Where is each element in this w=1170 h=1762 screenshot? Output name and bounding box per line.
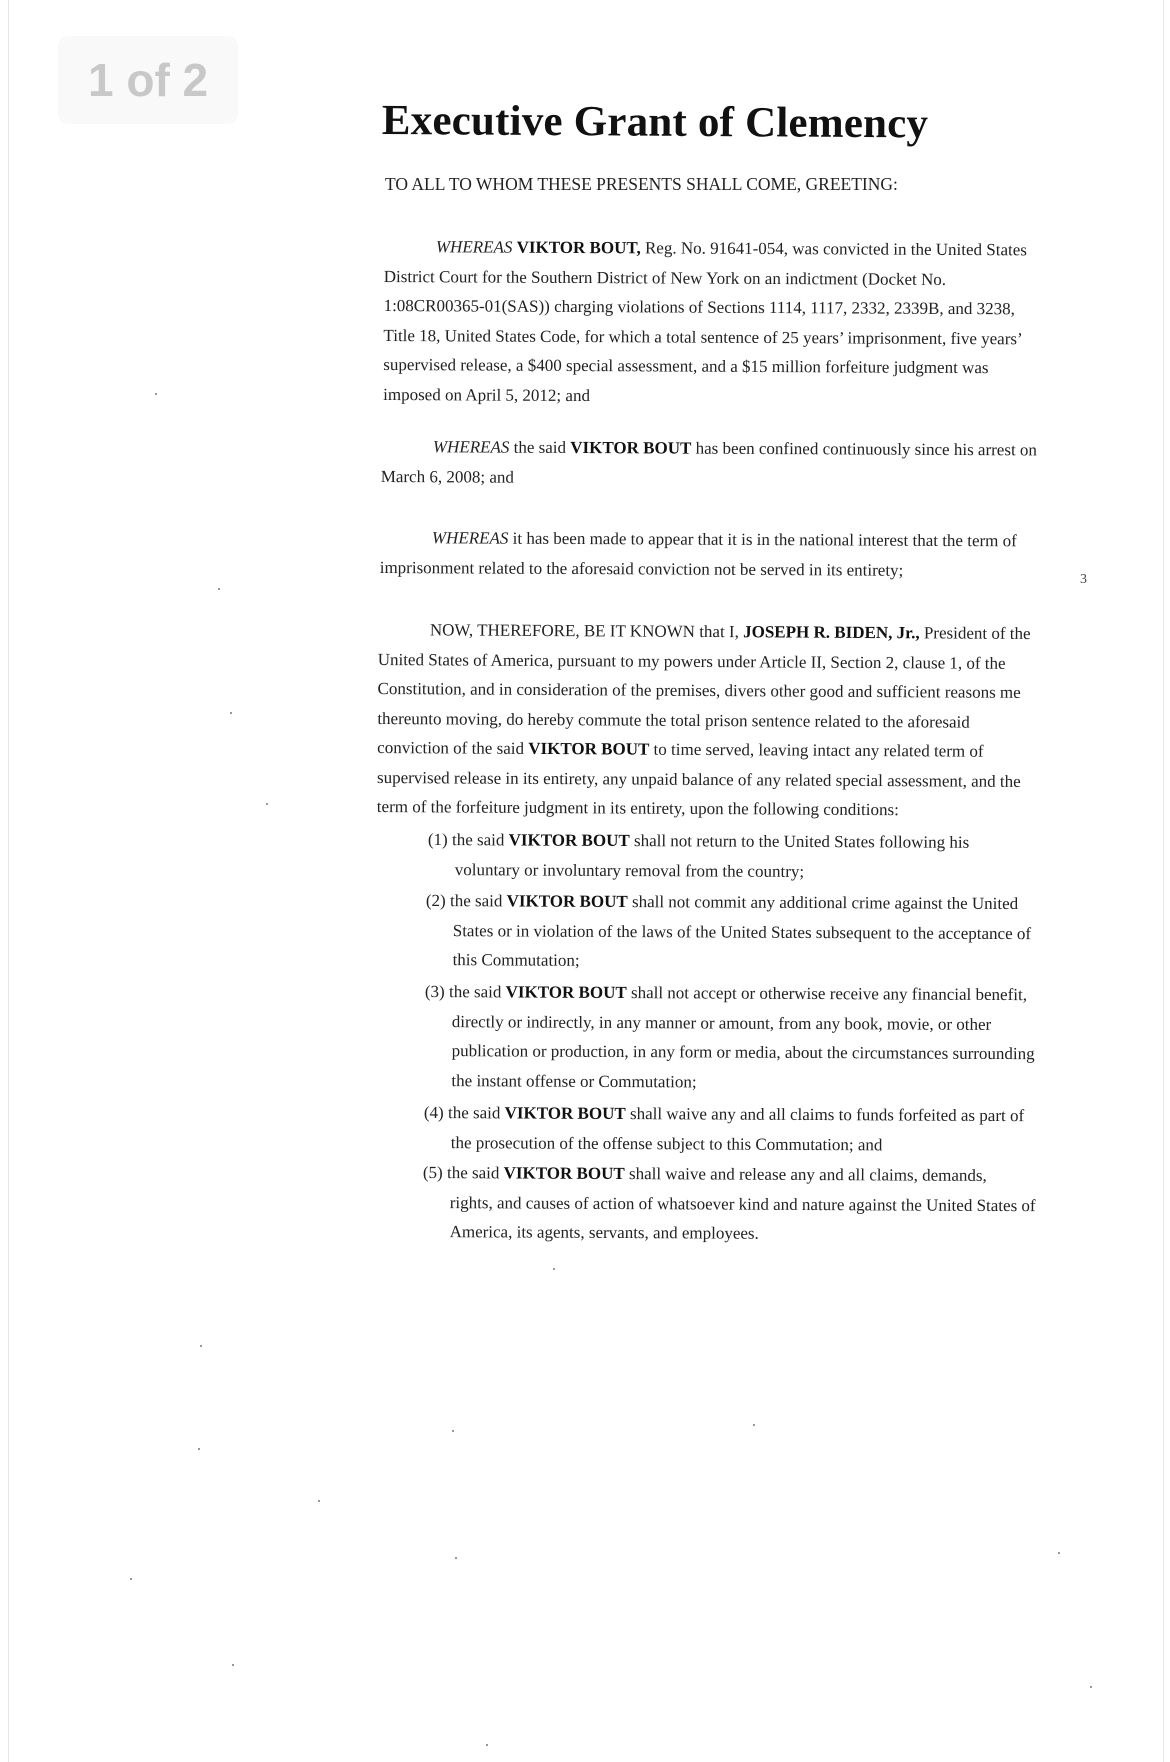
document-title: Executive Grant of Clemency bbox=[381, 96, 929, 148]
condition-3: (3) the said VIKTOR BOUT shall not accept or otherwise receive any financial benefit, directly or indirectly, in any manner or amount, from any book, movie, or other publication or production, in any form or media, about the circumstances surrounding the instant offense or Commutation; bbox=[424, 981, 1035, 1091]
para4-line2: United States of America, pursuant to my powers under Article II, Section 2, clause 1, of the bbox=[377, 649, 1006, 673]
page-indicator: 1 of 2 bbox=[58, 36, 238, 124]
now-therefore-paragraph bbox=[377, 615, 1058, 826]
condition-2: (2) the said VIKTOR BOUT shall not commit any additional crime against the United States or in violation of the laws of the United States subsequent to the acceptance of this Commutation; bbox=[425, 890, 1032, 970]
para2-line2: March 6, 2008; and bbox=[380, 466, 514, 487]
condition-5: (5) the said VIKTOR BOUT shall waive and release any and all claims, demands, rights, and causes of action of whatsoever kind and nature against the United States of America, its agents, servants, and employees. bbox=[422, 1162, 1036, 1243]
para1-line2: District Court for the Southern District of New York on an indictment (Docket No. bbox=[383, 266, 947, 289]
whereas-paragraph-3 bbox=[380, 523, 1060, 586]
para4-line1: NOW, THEREFORE, BE IT KNOWN that I, JOSEPH R. BIDEN, Jr., President of the bbox=[429, 620, 1031, 643]
margin-mark: 3 bbox=[1080, 572, 1087, 587]
para3-line2: imprisonment related to the aforesaid conviction not be served in its entirety; bbox=[379, 557, 904, 580]
para1-line5: supervised release, a $400 special assessment, and a $15 million forfeiture judgment was bbox=[383, 354, 989, 378]
whereas-paragraph-2 bbox=[381, 432, 1061, 495]
whereas-paragraph-1 bbox=[383, 232, 1064, 413]
condition-4: (4) the said VIKTOR BOUT shall waive any and all claims to funds forfeited as part of the prosecution of the offense subject to this Commutation; and bbox=[423, 1102, 1025, 1154]
para4-line7: term of the forfeiture judgment in its entirety, upon the following conditions: bbox=[376, 796, 899, 820]
para3-line1: WHEREAS it has been made to appear that it is in the national interest that the term of bbox=[431, 528, 1017, 551]
para1-line4: Title 18, United States Code, for which a total sentence of 25 years’ imprisonment, five years’ bbox=[383, 325, 1023, 348]
para4-line3: Constitution, and in consideration of the premises, divers other good and sufficient reasons me bbox=[377, 678, 1021, 702]
para1-line6: imposed on April 5, 2012; and bbox=[383, 384, 591, 405]
para4-line5: conviction of the said VIKTOR BOUT to time served, leaving intact any related term of bbox=[377, 737, 984, 761]
greeting-line: TO ALL TO WHOM THESE PRESENTS SHALL COME, GREETING: bbox=[385, 174, 898, 194]
condition-1: (1) the said VIKTOR BOUT shall not return to the United States following his voluntary or involuntary removal from the country; bbox=[427, 829, 970, 881]
para2-line1: WHEREAS the said VIKTOR BOUT has been confined continuously since his arrest on bbox=[432, 437, 1038, 460]
para4-line6: supervised release in its entirety, any unpaid balance of any related special assessment, and the bbox=[376, 767, 1021, 791]
para1-line1: WHEREAS VIKTOR BOUT, Reg. No. 91641-054, was convicted in the United States bbox=[435, 237, 1027, 260]
para1-line3: 1:08CR00365-01(SAS)) charging violations of Sections 1114, 1117, 2332, 2339B, and 3238, bbox=[383, 295, 1015, 319]
para4-line4: thereunto moving, do hereby commute the total prison sentence related to the aforesaid bbox=[377, 708, 970, 732]
